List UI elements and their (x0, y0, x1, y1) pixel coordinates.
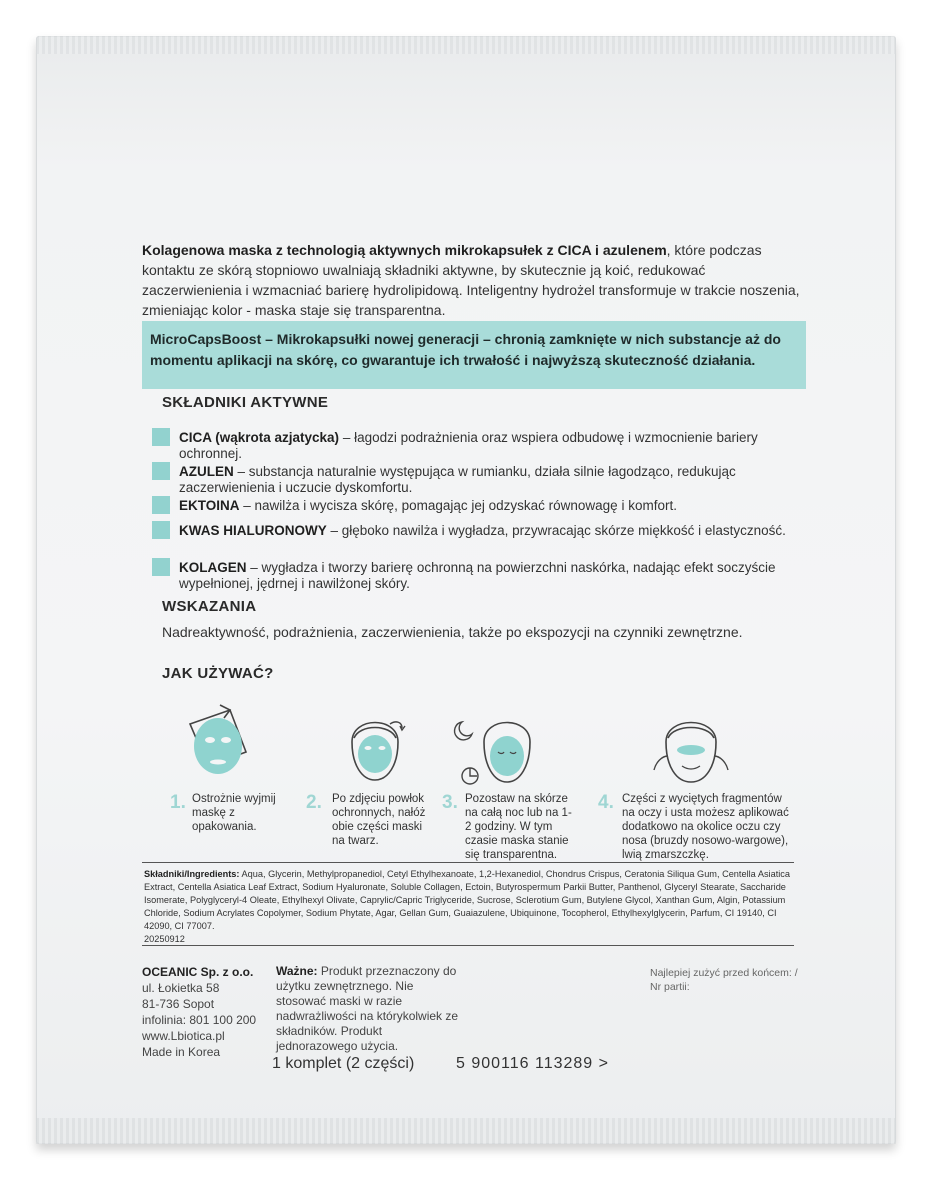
step-3-text: Pozostaw na skórze na całą noc lub na 1-2 godziny. W tym czasie maska stanie się transparentna. (465, 793, 572, 861)
step-number: 2. (306, 792, 322, 813)
inci-text: Aqua, Glycerin, Methylpropanediol, Cetyl Ethylhexanoate, 1,2-Hexanediol, Chondrus Crispus, Ceratonia Siliqua Gum, Centella Asiatica Extract, Centella Asiatica Leaf Extract, Sodium Hyaluronate, Soluble Collagen, Ectoin, Butyrospermum Parkii Butter, Panthenol, Glyceryl Stearate, Saccharide Isomerate, Polyglyceryl-4 Oleate, Ethylhexyl Olivate, Caprylic/Capric Triglyceride, Sucrose, Sclerotium Gum, Butylene Glycol, Xanthan Gum, Algin, Potassium Chloride, Sodium Acrylates Copolymer, Sodium Phytate, Agar, Gellan Gum, Guaiazulene, Ubiquinone, Tocopherol, Ethylhexylglycerin, Parfum, CI 19140, CI 42090, CI 77007. (144, 869, 790, 931)
company-line: www.Lbiotica.pl (142, 1029, 225, 1043)
indications-text: Nadreaktywność, podrażnienia, zaczerwienienia, także po ekspozycji na czynniki zewnętrzne. (162, 624, 743, 640)
intro-paragraph (142, 240, 802, 320)
step-4-text: Części z wyciętych fragmentów na oczy i usta możesz aplikować dodatkowo na okolice oczu czy nosa (bruzdy nosowo-wargowe), lwią zmarszczkę. (622, 793, 789, 861)
bullet-square (152, 521, 170, 539)
ingredient-desc: – wygładza i tworzy barierę ochronną na powierzchni naskórka, nadając efekt soczyście wypełnionej, jędrnej i nawilżonej skóry. (179, 560, 776, 591)
ingredient-ektoina (152, 496, 792, 516)
best-before-label: Najlepiej zużyć przed końcem: / (650, 967, 798, 979)
ingredient-name: EKTOINA (179, 498, 240, 513)
active-ingredients-heading: SKŁADNIKI AKTYWNE (162, 394, 329, 411)
warning-text (276, 964, 466, 1054)
best-before (650, 966, 798, 994)
lot-label: Nr partii: (650, 981, 690, 993)
ingredient-kolagen (152, 558, 792, 594)
ingredient-name: KWAS HIALURONOWY (179, 523, 327, 538)
step-number: 3. (442, 792, 458, 813)
company-line: 81-736 Sopot (142, 997, 215, 1011)
bottom-seal (36, 1118, 896, 1144)
intro-rest: , które podczas kontaktu ze skórą stopniowo uwalniają składniki aktywne, by skutecznie ją koić, redukować zaczerwienienia i wzmacniać barierę hydrolipidową. Inteligentny hydrożel transformuje w trakcie noszenia, zmieniając kolor - maska staje się transparentna. (142, 242, 800, 318)
company-line: ul. Łokietka 58 (142, 981, 220, 995)
ingredient-desc: – głęboko nawilża i wygładza, przywracając skórze miękkość i elastyczność. (326, 523, 786, 538)
ingredient-kwas-hialuronowy (152, 521, 792, 557)
company-info (142, 964, 256, 1060)
bullet-square (152, 496, 170, 514)
ingredient-name: AZULEN (179, 464, 234, 479)
divider (142, 862, 794, 863)
inci-label: Składniki/Ingredients: (144, 869, 240, 879)
divider (142, 945, 794, 946)
step-2-text: Po zdjęciu powłok ochronnych, nałóż obie części maski na twarz. (332, 793, 426, 847)
step-number: 1. (170, 792, 186, 813)
ingredient-text (179, 523, 789, 539)
indications-heading: WSKAZANIA (162, 598, 257, 615)
warning-label: Ważne: (276, 964, 318, 978)
step-number: 4. (598, 792, 614, 813)
company-name: OCEANIC Sp. z o.o. (142, 965, 254, 979)
ingredient-text (179, 560, 789, 592)
batch-code: 20250912 (144, 934, 185, 944)
ingredient-cica (152, 428, 792, 464)
ingredient-text (179, 464, 789, 496)
eye-patches-icon (646, 712, 736, 787)
ingredient-desc: – łagodzi podrażnienia oraz wspiera odbudowę i wzmocnienie bariery ochronnej. (179, 430, 758, 461)
company-line: Made in Korea (142, 1045, 221, 1059)
step-1-text: Ostrożnie wyjmij maskę z opakowania. (192, 793, 276, 833)
ingredient-text (179, 498, 789, 514)
ingredient-desc: – nawilża i wycisza skórę, pomagając jej odzyskać równowagę i komfort. (239, 498, 677, 513)
ingredient-azulen (152, 462, 792, 498)
company-line: infolinia: 801 100 200 (142, 1013, 257, 1027)
inci-list (144, 868, 796, 946)
howto-heading: JAK UŻYWAĆ? (162, 665, 274, 682)
ingredient-desc: – substancja naturalnie występująca w rumianku, działa silnie łagodząco, redukując zaczerwienienia i uczucie dyskomfortu. (179, 464, 736, 495)
bullet-square (152, 462, 170, 480)
mask-unpacking-icon (180, 700, 260, 780)
bullet-square (152, 558, 170, 576)
overnight-mask-icon (448, 712, 538, 787)
barcode-number: 5 900116 113289 > (456, 1055, 609, 1072)
warning-body: Produkt przeznaczony do użytku zewnętrznego. Nie stosować maski w razie nadwrażliwości na którykolwiek ze składników. Produkt jednorazowego użycia. (276, 964, 459, 1053)
top-seal (36, 36, 896, 54)
quantity: 1 komplet (2 części) (272, 1055, 415, 1072)
applying-mask-icon (340, 710, 410, 785)
intro-bold: Kolagenowa maska z technologią aktywnych mikrokapsułek z CICA i azulenem (142, 242, 667, 258)
bullet-square (152, 428, 170, 446)
ingredient-name: CICA (wąkrota azjatycka) (179, 430, 340, 445)
highlight-text: MicroCapsBoost – Mikrokapsułki nowej generacji – chronią zamknięte w nich substancje aż do momentu aplikacji na skórę, co gwarantuje ich trwałość i najwyższą skuteczność działania. (150, 331, 781, 368)
ingredient-name: KOLAGEN (179, 560, 247, 575)
ingredient-text (179, 430, 789, 462)
